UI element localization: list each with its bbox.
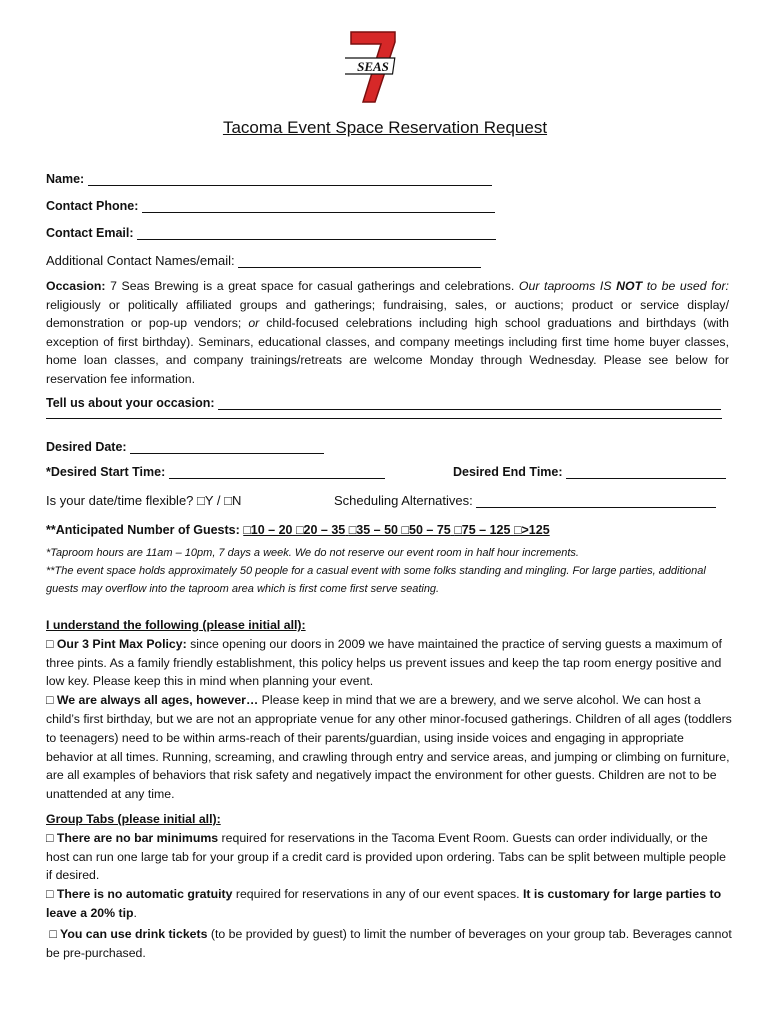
alternatives-line[interactable] (476, 495, 716, 508)
phone-label: Contact Phone: (46, 199, 139, 213)
phone-line[interactable] (142, 200, 495, 213)
gratuity-item[interactable]: □ There is no automatic gratuity required for reservations in any of our event spaces. It is customary for large parties to leave a 20% tip. (46, 887, 722, 920)
guest-count-field[interactable] (46, 523, 550, 537)
phone-field[interactable] (46, 199, 495, 213)
desired-date-label: Desired Date: (46, 440, 127, 454)
flexible-field[interactable] (46, 493, 241, 508)
end-time-label: Desired End Time: (453, 465, 563, 479)
start-time-line[interactable] (169, 466, 385, 479)
tell-label: Tell us about your occasion: (46, 396, 215, 410)
drink-tickets-item[interactable]: □ You can use drink tickets (to be provided by guest) to limit the number of beverages on your group tab. Beverages cannot be pre-purchased. (46, 926, 732, 960)
occasion-extra-line[interactable] (46, 418, 722, 419)
all-ages-item[interactable]: □ We are always all ages, however… Please keep in mind that we are a brewery, and we serve alcohol. We can host a child’s first birthday, but we are not an appropriate venue for any other minor-focused gatherings. Children of all ages (toddlers to teenagers) need to be within arms-reach of their parents/guardian, using inside voices and engaging in appropriate behavior at all times. Running, screaming, and crawling through entry and service areas, and jumping or climbing on furniture, are all examples of behaviors that risk safety and negatively impact the environment for other guests. Children are not to be unattended at any time. (46, 693, 732, 802)
understand-section (46, 616, 734, 804)
occasion-description-field[interactable] (46, 396, 721, 410)
email-line[interactable] (137, 227, 496, 240)
end-time-field[interactable] (453, 465, 726, 479)
additional-label: Additional Contact Names/email: (46, 253, 235, 268)
additional-line[interactable] (238, 255, 481, 268)
taproom-hours-note: *Taproom hours are 11am – 10pm, 7 days a week. We do not reserve our event room in half hour increments. (46, 547, 579, 559)
occasion-paragraph: Occasion: 7 Seas Brewing is a great space for casual gatherings and celebrations. Our taprooms IS NOT to be used for: religiously or politically affiliated groups and gatherings; fundraising, sales, or auctions; product or service display/ demonstration or pop-up vendors; or child-focused celebrations including high school graduations and birthdays (with exception of first birthday). Seminars, educational classes, and company meetings including first time home buyer classes, home loan classes, and company trainings/retreats are welcome Monday through Wednesday. Please see below for reservation fee information. (46, 279, 730, 386)
additional-contacts-field[interactable] (46, 253, 481, 268)
page-title: Tacoma Event Space Reservation Request (222, 118, 548, 137)
guest-option-75-125[interactable]: □75 – 125 (454, 523, 511, 537)
start-time-field[interactable] (46, 465, 385, 479)
email-field[interactable] (46, 226, 496, 240)
guest-option-10-20[interactable]: □10 – 20 (243, 523, 293, 537)
logo-word: SEAS (357, 59, 389, 74)
capacity-note: **The event space holds approximately 50 people for a casual event with some folks standing and mingling. For large parties, additional guests may overflow into the taproom area which is first come first serve seating. (46, 565, 706, 595)
group-tabs-heading: Group Tabs (please initial all): (46, 812, 221, 826)
start-time-label: *Desired Start Time: (46, 465, 166, 479)
bar-minimum-item[interactable]: □ There are no bar minimums required for reservations in the Tacoma Event Room. Guests can order individually, or the host can run one large tab for your group if a credit card is provided upon ordering. Tabs can be split between multiple people if desired. (46, 830, 726, 883)
group-tabs-section (46, 810, 734, 962)
alternatives-field[interactable] (334, 493, 716, 508)
understand-heading: I understand the following (please initial all): (46, 618, 306, 632)
end-time-line[interactable] (566, 466, 726, 479)
desired-date-field[interactable] (46, 440, 324, 454)
guest-option-50-75[interactable]: □50 – 75 (401, 523, 451, 537)
guest-option-35-50[interactable]: □35 – 50 (348, 523, 399, 537)
name-field[interactable] (46, 172, 492, 186)
tell-line[interactable] (218, 397, 721, 410)
name-line[interactable] (88, 173, 492, 186)
guest-count-label: **Anticipated Number of Guests: (46, 523, 244, 537)
seven-seas-logo (345, 28, 401, 104)
guest-option-125-plus[interactable]: □>125 (513, 523, 550, 537)
alternatives-label: Scheduling Alternatives: (334, 493, 473, 508)
email-label: Contact Email: (46, 226, 134, 240)
guest-option-20-35[interactable]: □20 – 35 (296, 523, 346, 537)
flexible-label[interactable]: Is your date/time flexible? □Y / □N (46, 493, 242, 508)
pint-policy-item[interactable]: □ Our 3 Pint Max Policy: since opening our doors in 2009 we have maintained the practice of serving guests a maximum of three pints. As a family friendly establishment, this policy helps us prevent issues and keep the tap room energy positive and low key. Please keep this in mind when planning your event. (46, 636, 722, 689)
desired-date-line[interactable] (130, 441, 324, 454)
name-label: Name: (46, 172, 85, 186)
